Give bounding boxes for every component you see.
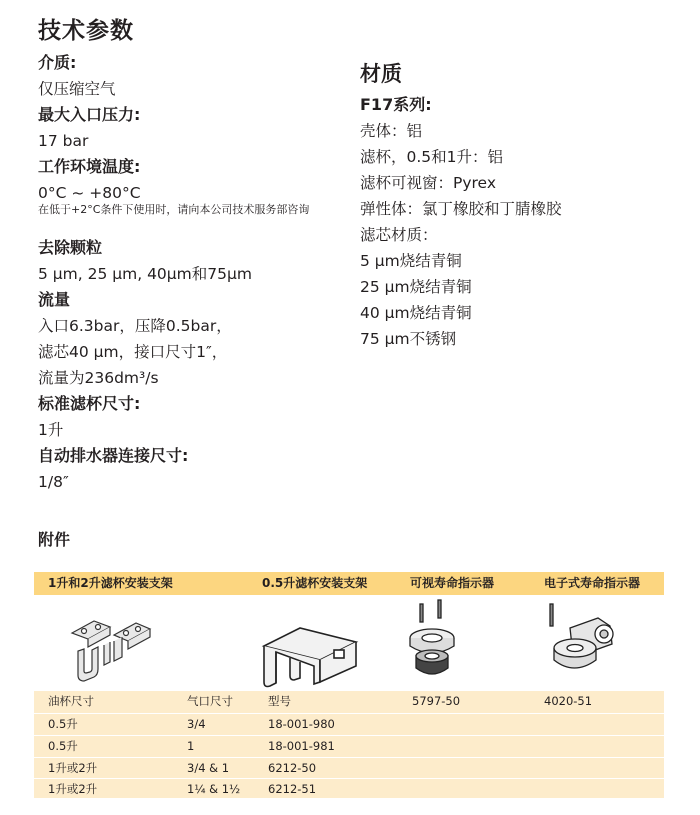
drain-label: 自动排水器连接尺寸: xyxy=(38,446,189,465)
cell-model: 18-001-981 xyxy=(268,739,335,753)
left-specs xyxy=(38,50,338,495)
max-pressure-value: 17 bar xyxy=(38,132,89,150)
cell-port: 3/4 & 1 xyxy=(187,761,230,775)
mounting-bracket-small-icon xyxy=(260,620,360,692)
cell-bowl: 1升或2升 xyxy=(48,761,98,775)
table-subheader xyxy=(34,691,664,712)
mounting-bracket-icon xyxy=(64,605,154,685)
table-row xyxy=(34,713,664,735)
visual-indicator-icon xyxy=(400,598,464,690)
temperature-label: 工作环境温度: xyxy=(38,157,141,176)
cell-port: 1 xyxy=(187,739,195,753)
table-row xyxy=(34,757,664,779)
electronic-indicator-icon xyxy=(540,600,630,690)
electronic-indicator-model: 4020-51 xyxy=(544,694,593,708)
col-port-size: 气口尺寸 xyxy=(187,694,233,708)
material-line: 滤杯可视窗：Pyrex xyxy=(360,174,496,192)
accessories-label: 附件 xyxy=(38,530,71,549)
material-line: 壳体：铝 xyxy=(360,122,423,140)
right-specs xyxy=(360,92,562,352)
flow-line-1: 入口6.3bar，压降0.5bar， xyxy=(38,317,232,335)
cell-model: 6212-51 xyxy=(268,782,317,796)
temperature-value: 0°C ~ +80°C xyxy=(38,184,141,202)
material-line: 25 μm烧结青铜 xyxy=(360,278,472,296)
material-line: 滤芯材质： xyxy=(360,226,438,244)
col-bowl-size: 油杯尺寸 xyxy=(48,694,94,708)
material-line: 40 μm烧结青铜 xyxy=(360,304,472,322)
bowl-size-value: 1升 xyxy=(38,421,64,439)
header-bracket-05l: 0.5升滤杯安装支架 xyxy=(262,576,368,590)
temperature-note: 在低于+2°C条件下使用时，请向本公司技术服务部咨询 xyxy=(38,203,310,216)
medium-label: 介质: xyxy=(38,53,77,72)
accessories-table-header xyxy=(34,572,664,595)
cell-port: 1¼ & 1½ xyxy=(187,782,241,796)
flow-label: 流量 xyxy=(38,290,71,309)
cell-bowl: 0.5升 xyxy=(48,717,78,731)
max-pressure-label: 最大入口压力: xyxy=(38,105,141,124)
cell-port: 3/4 xyxy=(187,717,206,731)
header-bracket-1l-2l: 1升和2升滤杯安装支架 xyxy=(48,576,173,590)
cell-bowl: 0.5升 xyxy=(48,739,78,753)
material-line: 弹性体：氯丁橡胶和丁腈橡胶 xyxy=(360,200,562,218)
visual-indicator-model: 5797-50 xyxy=(412,694,461,708)
page-title: 技术参数 xyxy=(38,18,134,44)
flow-line-2: 滤芯40 μm，接口尺寸1″， xyxy=(38,343,228,361)
cell-model: 18-001-980 xyxy=(268,717,335,731)
col-model: 型号 xyxy=(268,694,291,708)
material-line: 75 μm不锈钢 xyxy=(360,330,457,348)
medium-value: 仅压缩空气 xyxy=(38,80,116,98)
particle-value: 5 μm, 25 μm, 40μm和75μm xyxy=(38,265,252,283)
table-row xyxy=(34,778,664,800)
material-line: 5 μm烧结青铜 xyxy=(360,252,462,270)
flow-line-3: 流量为236dm³/s xyxy=(38,369,159,387)
header-visual-indicator: 可视寿命指示器 xyxy=(410,576,495,590)
bowl-size-label: 标准滤杯尺寸: xyxy=(38,394,141,413)
cell-bowl: 1升或2升 xyxy=(48,782,98,796)
drain-value: 1/8″ xyxy=(38,473,69,491)
series-label: F17系列: xyxy=(360,95,432,114)
cell-model: 6212-50 xyxy=(268,761,317,775)
materials-heading: 材质 xyxy=(360,62,402,86)
particle-label: 去除颗粒 xyxy=(38,238,103,257)
header-electronic-indicator: 电子式寿命指示器 xyxy=(544,576,641,590)
table-row xyxy=(34,735,664,757)
material-line: 滤杯，0.5和1升：铝 xyxy=(360,148,504,166)
